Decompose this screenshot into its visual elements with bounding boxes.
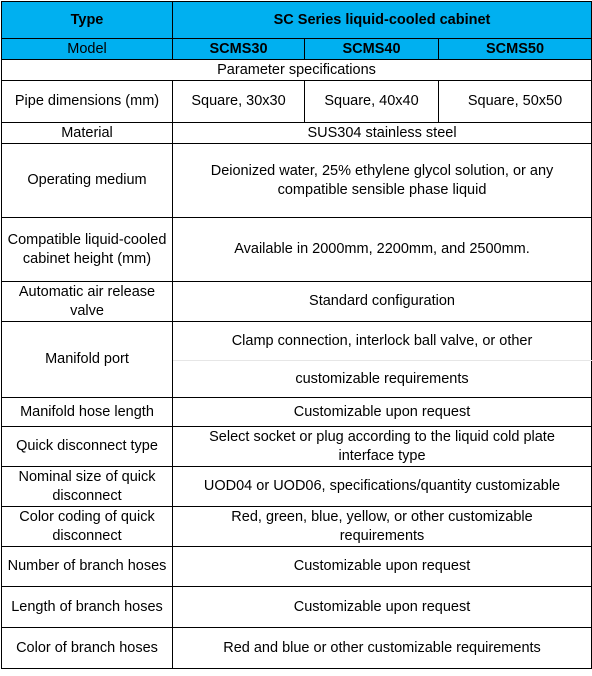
spec-table [1, 1, 592, 669]
manifold-port-value-line2: customizable requirements [173, 361, 592, 398]
height-row [2, 218, 592, 282]
material-value: SUS304 stainless steel [173, 123, 592, 144]
pipe-value-scms40: Square, 40x40 [305, 81, 439, 123]
qd-size-row [2, 467, 592, 507]
branch-length-value: Customizable upon request [173, 587, 592, 628]
branch-length-row [2, 587, 592, 628]
hose-length-label: Manifold hose length [2, 398, 173, 427]
section-title: Parameter specifications [2, 60, 592, 81]
model-scms30: SCMS30 [173, 39, 305, 60]
branch-count-row [2, 547, 592, 587]
branch-color-value: Red and blue or other customizable requirements [173, 628, 592, 669]
height-label: Compatible liquid-cooled cabinet height (mm) [2, 218, 173, 282]
qd-size-value: UOD04 or UOD06, specifications/quantity customizable [173, 467, 592, 507]
air-valve-row [2, 282, 592, 322]
medium-label: Operating medium [2, 144, 173, 218]
manifold-port-value-line1: Clamp connection, interlock ball valve, or other [173, 322, 592, 361]
model-scms40: SCMS40 [305, 39, 439, 60]
section-row [2, 60, 592, 81]
material-label: Material [2, 123, 173, 144]
medium-row [2, 144, 592, 218]
branch-color-label: Color of branch hoses [2, 628, 173, 669]
branch-count-value: Customizable upon request [173, 547, 592, 587]
pipe-label: Pipe dimensions (mm) [2, 81, 173, 123]
branch-count-label: Number of branch hoses [2, 547, 173, 587]
pipe-value-scms50: Square, 50x50 [439, 81, 592, 123]
type-label: Type [2, 2, 173, 39]
branch-length-label: Length of branch hoses [2, 587, 173, 628]
manifold-port-label: Manifold port [2, 322, 173, 398]
hose-length-value: Customizable upon request [173, 398, 592, 427]
qd-color-value: Red, green, blue, yellow, or other customizable requirements [173, 507, 592, 547]
pipe-row [2, 81, 592, 123]
series-title: SC Series liquid-cooled cabinet [173, 2, 592, 39]
qd-color-label: Color coding of quick disconnect [2, 507, 173, 547]
hose-length-row [2, 398, 592, 427]
pipe-value-scms30: Square, 30x30 [173, 81, 305, 123]
model-row [2, 39, 592, 60]
header-row [2, 2, 592, 39]
air-valve-label: Automatic air release valve [2, 282, 173, 322]
model-label: Model [2, 39, 173, 60]
material-row [2, 123, 592, 144]
qd-type-value: Select socket or plug according to the liquid cold plate interface type [173, 427, 592, 467]
qd-color-row [2, 507, 592, 547]
qd-type-label: Quick disconnect type [2, 427, 173, 467]
manifold-port-row-1 [2, 322, 592, 361]
medium-value: Deionized water, 25% ethylene glycol solution, or any compatible sensible phase liquid [173, 144, 592, 218]
air-valve-value: Standard configuration [173, 282, 592, 322]
qd-size-label: Nominal size of quick disconnect [2, 467, 173, 507]
model-scms50: SCMS50 [439, 39, 592, 60]
branch-color-row [2, 628, 592, 669]
height-value: Available in 2000mm, 2200mm, and 2500mm. [173, 218, 592, 282]
qd-type-row [2, 427, 592, 467]
